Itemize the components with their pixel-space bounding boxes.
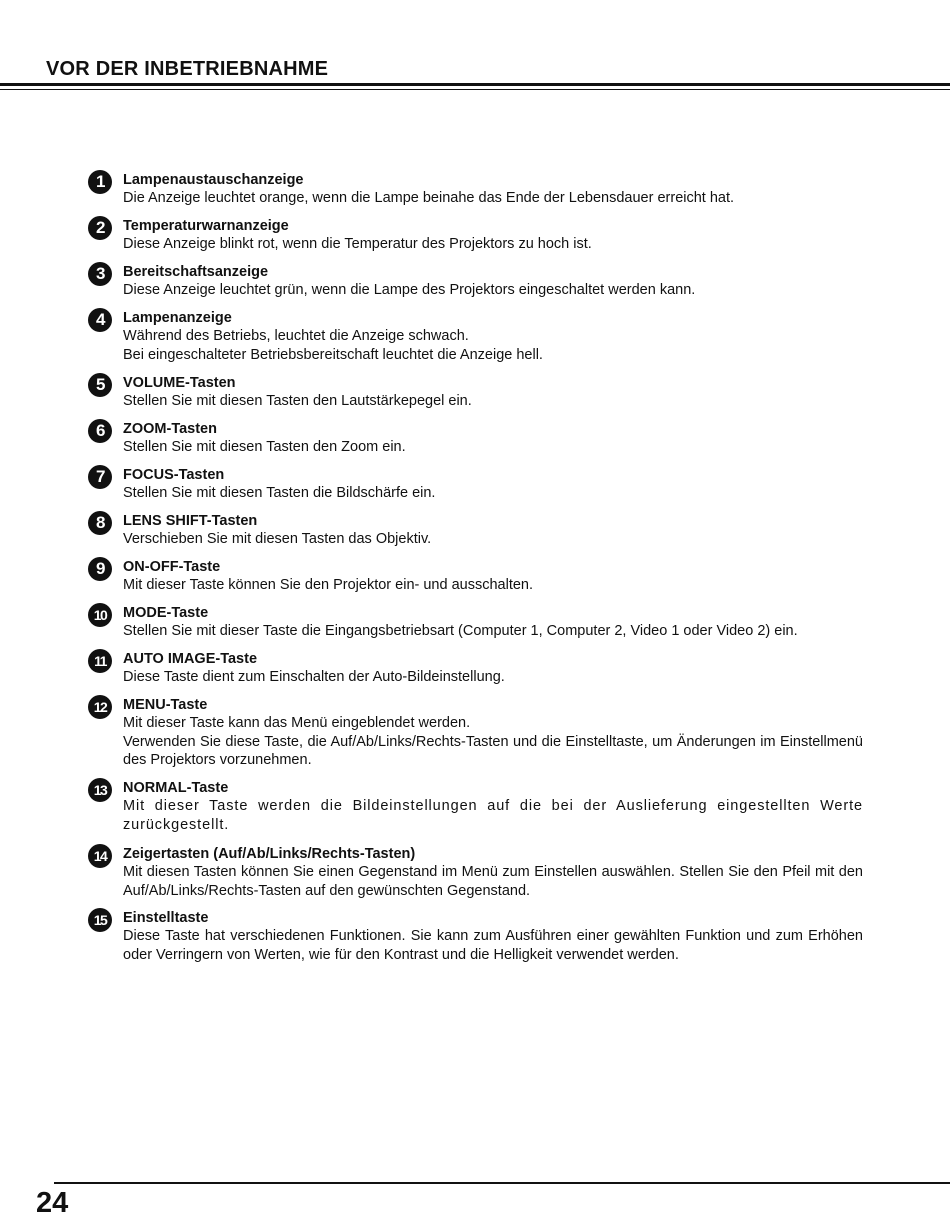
item-number-badge: 6 [88, 419, 112, 443]
header-rule-thin [0, 89, 950, 90]
item-description [123, 438, 863, 457]
item-title: FOCUS-Tasten [123, 467, 225, 483]
item-number-badge: 12 [88, 695, 112, 719]
item-title: ON-OFF-Taste [123, 559, 221, 575]
item-description [123, 576, 863, 595]
item-description-line: Diese Taste dient zum Einschalten der Auto-Bildeinstellung. [123, 669, 505, 685]
item-title: Bereitschaftsanzeige [123, 264, 269, 280]
item-description [123, 235, 863, 254]
item-number-badge: 1 [88, 170, 112, 194]
item-title: MODE-Taste [123, 605, 209, 621]
item-description [123, 668, 863, 687]
item-description-line: Bei eingeschalteter Betriebsbereitschaft leuchtet die Anzeige hell. [123, 346, 543, 363]
item-title: Zeigertasten (Auf/Ab/Links/Rechts-Tasten) [123, 846, 416, 862]
item-description-line: Stellen Sie mit diesen Tasten den Lautstärkepegel ein. [123, 393, 472, 409]
item-description-line: Verschieben Sie mit diesen Tasten das Objektiv. [123, 531, 432, 547]
item-number-badge: 5 [88, 373, 112, 397]
item-description [123, 484, 863, 503]
item-description-line: Diese Anzeige blinkt rot, wenn die Temperatur des Projektors zu hoch ist. [123, 236, 592, 252]
item-number-badge: 2 [88, 216, 112, 240]
item-title: NORMAL-Taste [123, 780, 229, 796]
page-number: 24 [36, 1187, 69, 1219]
item-description-line: Diese Anzeige leuchtet grün, wenn die Lampe des Projektors eingeschaltet werden kann. [123, 282, 696, 298]
item-description-line: Mit dieser Taste werden die Bildeinstellungen auf die bei der Auslieferung eingestellten Werte zurückgestellt. [123, 798, 863, 833]
item-description-line: Stellen Sie mit diesen Tasten die Bildschärfe ein. [123, 485, 436, 501]
item-title: MENU-Taste [123, 697, 208, 713]
item-title: Temperaturwarnanzeige [123, 218, 289, 234]
item-description-line: Stellen Sie mit dieser Taste die Eingangsbetriebsart (Computer 1, Computer 2, Video 1 oder Video 2) ein. [123, 623, 798, 639]
item-description-line: Mit dieser Taste kann das Menü eingeblendet werden. [123, 715, 471, 731]
item-description [123, 714, 863, 770]
item-title: Lampenaustauschanzeige [123, 172, 304, 188]
item-description [123, 530, 863, 549]
page-header [0, 0, 950, 96]
item-description-line: Die Anzeige leuchtet orange, wenn die Lampe beinahe das Ende der Lebensdauer erreicht hat. [123, 190, 735, 206]
item-description-line: Während des Betriebs, leuchtet die Anzeige schwach. [123, 328, 469, 344]
item-description [123, 392, 863, 411]
item-number-badge: 13 [88, 778, 112, 802]
item-description [123, 797, 863, 834]
item-description [123, 281, 863, 300]
item-description-line: Diese Taste hat verschiedenen Funktionen. Sie kann zum Ausführen einer gewählten Funktion und zum Erhöhen oder Verringern von Werten, wie für den Kontrast und die Helligkeit verwendet werden. [123, 928, 863, 963]
item-number-badge: 10 [88, 603, 112, 627]
item-number-badge: 4 [88, 308, 112, 332]
item-title: Einstelltaste [123, 910, 209, 926]
item-title: ZOOM-Tasten [123, 421, 217, 437]
item-description [123, 863, 863, 900]
item-number-badge: 11 [88, 649, 112, 673]
item-title: VOLUME-Tasten [123, 375, 236, 391]
item-number-badge: 3 [88, 262, 112, 286]
page-title: VOR DER INBETRIEBNAHME [46, 58, 329, 80]
item-description-line: Mit diesen Tasten können Sie einen Gegenstand im Menü zum Einstellen auswählen. Stellen Sie den Pfeil mit den Auf/Ab/Links/Rechts-Tasten auf den gewünschten Gegenstand. [123, 864, 863, 899]
item-number-badge: 7 [88, 465, 112, 489]
item-description-line: Stellen Sie mit diesen Tasten den Zoom ein. [123, 439, 406, 455]
item-description-line: Verwenden Sie diese Taste, die Auf/Ab/Links/Rechts-Tasten und die Einstelltaste, um Änderungen im Einstellmenü des Projektors vorzunehmen. [123, 733, 863, 768]
item-title: LENS SHIFT-Tasten [123, 513, 258, 529]
item-description [123, 327, 863, 364]
item-number-badge: 14 [88, 844, 112, 868]
item-number-badge: 15 [88, 908, 112, 932]
item-description [123, 927, 863, 964]
item-description [123, 189, 863, 208]
item-title: AUTO IMAGE-Taste [123, 651, 258, 667]
item-description [123, 622, 863, 641]
item-number-badge: 9 [88, 557, 112, 581]
item-description-line: Mit dieser Taste können Sie den Projektor ein- und ausschalten. [123, 577, 534, 593]
header-rule-thick [0, 83, 950, 86]
item-title: Lampenanzeige [123, 310, 232, 326]
footer-rule [54, 1182, 950, 1184]
item-number-badge: 8 [88, 511, 112, 535]
